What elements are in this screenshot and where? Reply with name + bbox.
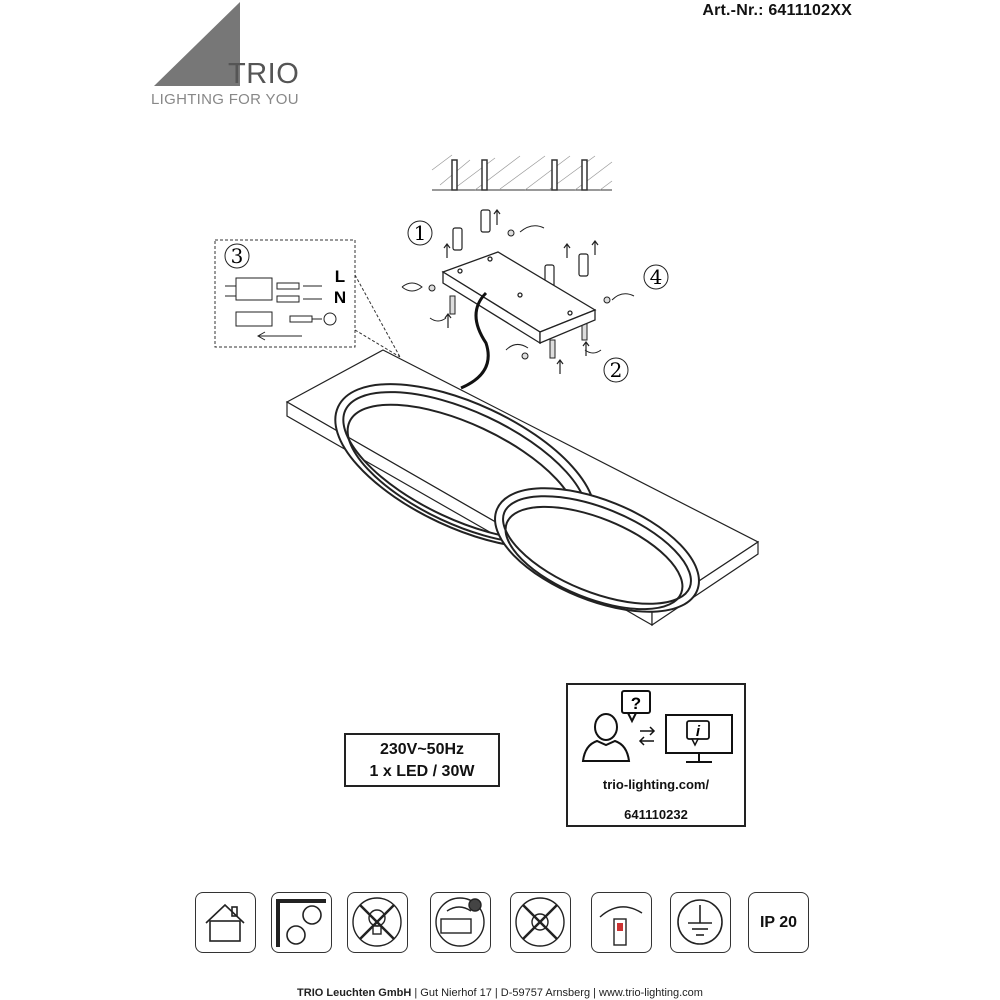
spec-power: 1 x LED / 30W — [369, 763, 475, 780]
ceiling-hatch — [432, 155, 612, 191]
footer-address: | Gut Nierhof 17 | D-59757 Arnsberg | www.trio-lighting.com — [411, 987, 703, 999]
svg-text:2: 2 — [609, 358, 623, 382]
wiring-detail-inset — [215, 240, 400, 357]
question-bubble-icon — [622, 691, 650, 721]
svg-text:i: i — [695, 723, 701, 740]
callout-3: 3 — [230, 244, 244, 268]
mounting-bracket — [443, 252, 595, 343]
wall-switch-dimmer-icon — [591, 892, 652, 953]
indoor-use-icon — [195, 892, 256, 953]
spec-voltage: 230V~50Hz — [379, 741, 465, 758]
user-icon — [583, 714, 629, 761]
ceiling-mount-icon — [271, 892, 332, 953]
callout-2 — [604, 358, 628, 382]
article-number: Art.-Nr.: 6411102XX — [702, 2, 852, 19]
logo-wordmark: TRIO — [228, 58, 300, 90]
svg-text:?: ? — [630, 694, 642, 713]
info-url: trio-lighting.com/ — [602, 777, 710, 792]
exchange-arrows-icon — [640, 727, 654, 745]
svg-text:1: 1 — [413, 221, 427, 245]
footer-company: TRIO Leuchten GmbH — [297, 987, 412, 999]
label-live: L — [334, 267, 346, 286]
callout-4 — [644, 265, 668, 289]
protective-earth-icon — [670, 892, 731, 953]
info-code: 641110232 — [624, 807, 688, 822]
remote-control-icon — [430, 892, 491, 953]
monitor-icon — [666, 715, 732, 762]
online-info-box — [566, 683, 746, 827]
not-dimmable-icon — [510, 892, 571, 953]
svg-text:4: 4 — [649, 265, 663, 289]
callout-1 — [408, 221, 432, 245]
label-neutral: N — [333, 288, 347, 307]
led-not-replaceable-icon — [347, 892, 408, 953]
footer — [0, 987, 1000, 999]
ip-rating-badge: IP 20 — [748, 892, 809, 953]
electrical-spec-box — [344, 733, 500, 787]
logo-tagline: LIGHTING FOR YOU — [151, 91, 299, 108]
